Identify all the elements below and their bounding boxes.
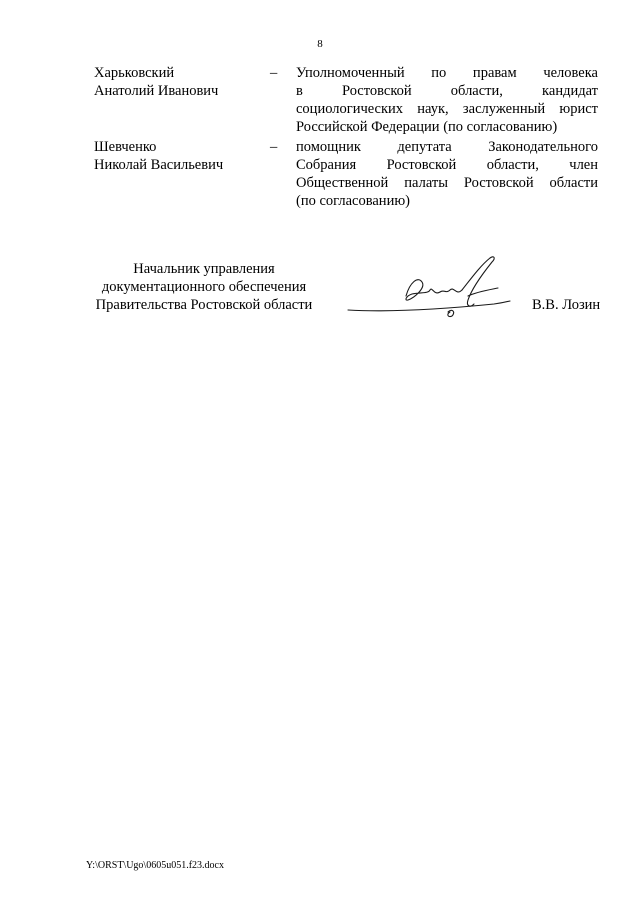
role-line: помощник депутата Законодательного bbox=[296, 139, 598, 155]
role-line: Российской Федерации (по согласованию) bbox=[296, 119, 558, 135]
signature-block bbox=[0, 260, 640, 330]
document-file-path: Y:\ORST\Ugo\0605u051.f23.docx bbox=[86, 860, 224, 871]
member-name bbox=[94, 64, 274, 100]
member-given-names: Анатолий Иванович bbox=[94, 83, 219, 99]
member-name bbox=[94, 138, 274, 174]
position-line: Правительства Ростовской области bbox=[95, 297, 313, 313]
role-line: Собрания Ростовской области, член bbox=[296, 157, 598, 173]
dash-separator: – bbox=[270, 65, 278, 81]
signer-position bbox=[82, 260, 326, 314]
member-surname: Харьковский bbox=[94, 65, 175, 81]
dash-separator: – bbox=[270, 139, 278, 155]
role-line: Уполномоченный по правам человека bbox=[296, 65, 598, 81]
role-line: Общественной палаты Ростовской области bbox=[296, 175, 598, 191]
member-role bbox=[296, 64, 598, 136]
position-line: документационного обеспечения bbox=[101, 279, 307, 295]
page-number: 8 bbox=[317, 38, 323, 50]
role-line: в Ростовской области, кандидат bbox=[296, 83, 598, 99]
role-line: (по согласованию) bbox=[296, 193, 410, 209]
member-given-names: Николай Васильевич bbox=[94, 157, 224, 173]
handwritten-signature bbox=[344, 252, 516, 322]
position-line: Начальник управления bbox=[133, 261, 275, 277]
signer-name: В.В. Лозин bbox=[532, 297, 601, 313]
member-surname: Шевченко bbox=[94, 139, 157, 155]
member-role bbox=[296, 138, 598, 210]
role-line: социологических наук, заслуженный юрист bbox=[296, 101, 598, 117]
